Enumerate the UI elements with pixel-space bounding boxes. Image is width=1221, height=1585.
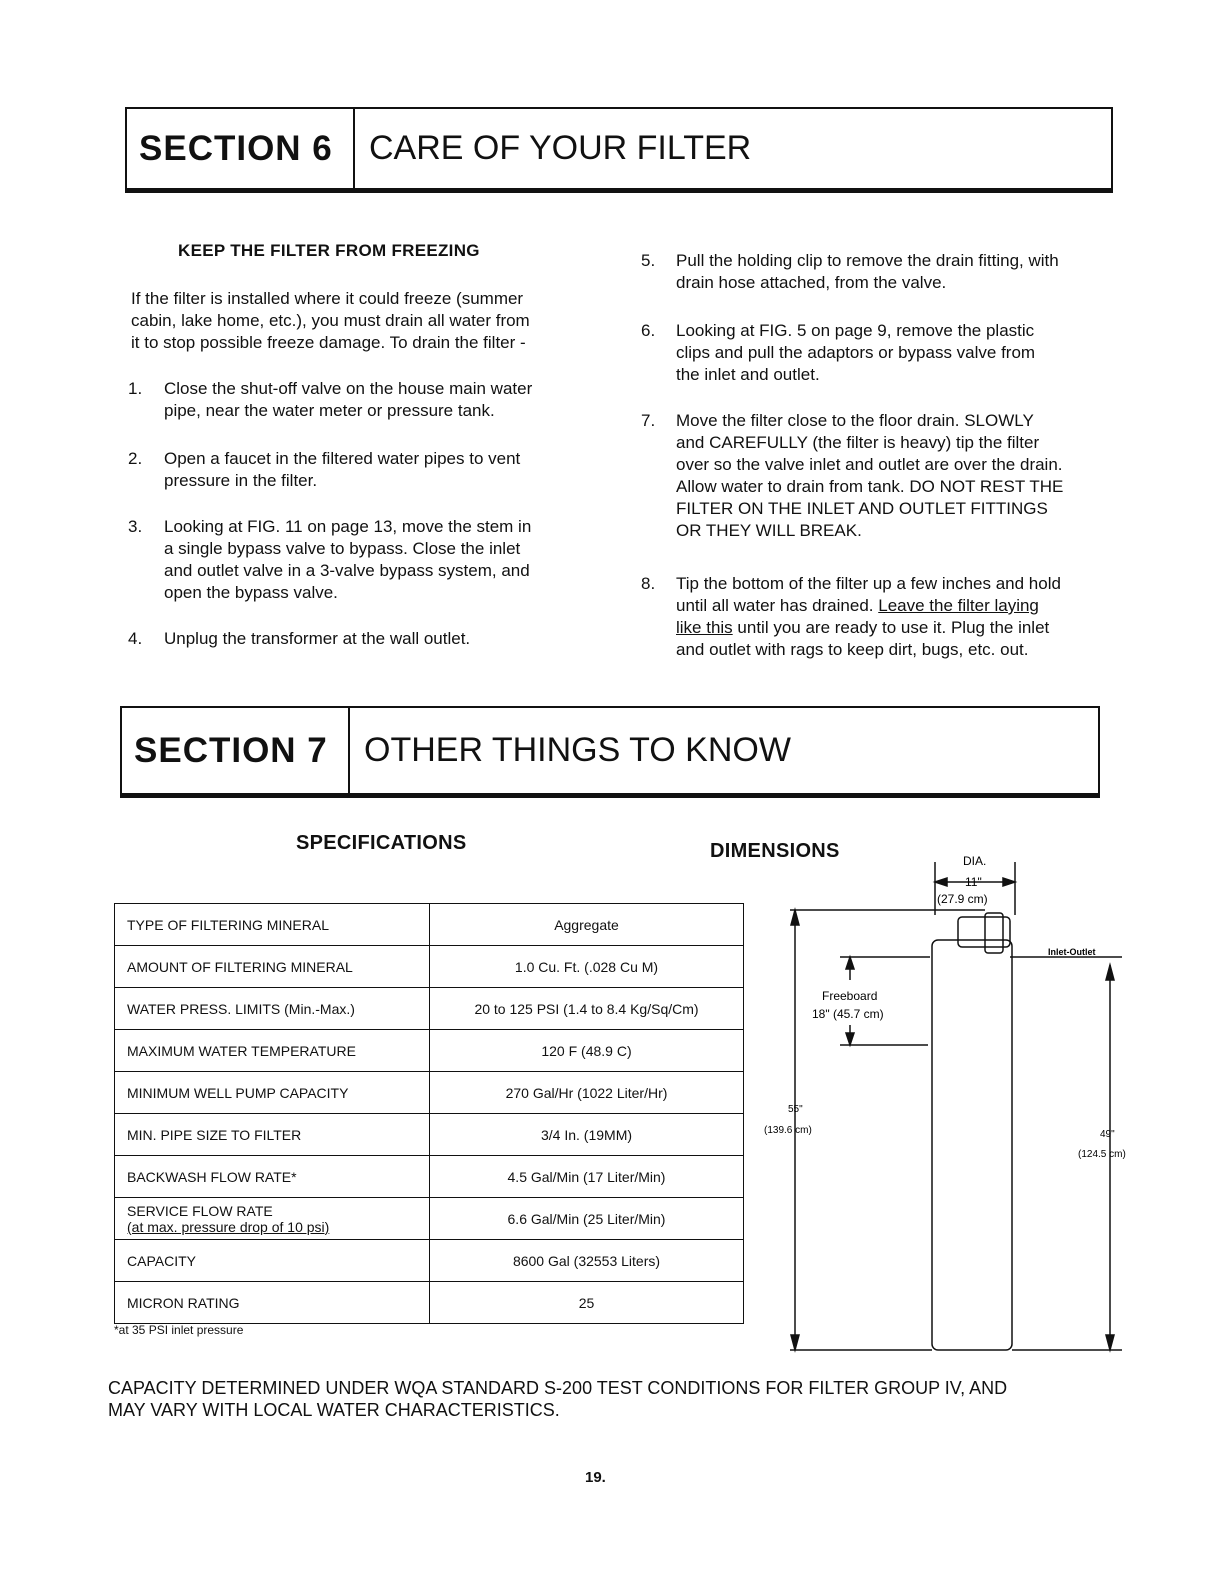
spec-value: 25 (430, 1282, 744, 1324)
step-line: Allow water to drain from tank. DO NOT REST THE (676, 477, 1064, 496)
table-row (115, 1156, 744, 1198)
dimensions-heading: DIMENSIONS (710, 840, 840, 862)
intro-paragraph (131, 288, 611, 354)
height-total: 55" (788, 1104, 803, 1115)
section-6-title: CARE OF YOUR FILTER (369, 129, 752, 167)
height-io-cm: (124.5 cm) (1078, 1149, 1126, 1160)
step-line: and outlet valve in a 3-valve bypass system, and (164, 561, 530, 580)
table-row (115, 988, 744, 1030)
freeboard-label: Freeboard (822, 989, 878, 1003)
spec-value: 20 to 125 PSI (1.4 to 8.4 Kg/Sq/Cm) (430, 988, 744, 1030)
spec-label: MICRON RATING (115, 1282, 430, 1324)
step-line: Tip the bottom of the filter up a few inches and hold (676, 574, 1061, 593)
spec-label: MINIMUM WELL PUMP CAPACITY (115, 1072, 430, 1114)
step-line: Move the filter close to the floor drain. SLOWLY (676, 411, 1034, 430)
section-7-number: SECTION 7 (122, 708, 350, 793)
table-row (115, 946, 744, 988)
spec-value: 3/4 In. (19MM) (430, 1114, 744, 1156)
height-io: 49" (1100, 1129, 1115, 1140)
capacity-note (108, 1377, 1108, 1421)
intro-line: If the filter is installed where it could freeze (summer (131, 289, 524, 308)
inlet-outlet-label: Inlet-Outlet (1048, 947, 1096, 957)
step-line: clips and pull the adaptors or bypass valve from (676, 343, 1036, 362)
spec-label: WATER PRESS. LIMITS (Min.-Max.) (115, 988, 430, 1030)
note-line: CAPACITY DETERMINED UNDER WQA STANDARD S-200 TEST CONDITIONS FOR FILTER GROUP IV, AND (108, 1378, 1008, 1398)
height-total-cm: (139.6 cm) (764, 1125, 812, 1136)
spec-value: 120 F (48.9 C) (430, 1030, 744, 1072)
spec-value: 1.0 Cu. Ft. (.028 Cu M) (430, 946, 744, 988)
spec-label: SERVICE FLOW RATE (127, 1202, 273, 1219)
specifications-heading: SPECIFICATIONS (296, 832, 467, 854)
step-line: open the bypass valve. (164, 583, 338, 602)
spec-label-cell (115, 1198, 430, 1240)
spec-value: 270 Gal/Hr (1022 Liter/Hr) (430, 1072, 744, 1114)
table-row (115, 1114, 744, 1156)
underlined-text: like this (676, 618, 733, 637)
spec-label: CAPACITY (115, 1240, 430, 1282)
table-row (115, 1072, 744, 1114)
intro-line: cabin, lake home, etc.), you must drain all water from (131, 311, 530, 330)
step-number: 2. (128, 449, 143, 468)
step-line: a single bypass valve to bypass. Close the inlet (164, 539, 521, 558)
spec-label: MAXIMUM WATER TEMPERATURE (115, 1030, 430, 1072)
step-line: and outlet with rags to keep dirt, bugs, etc. out. (676, 640, 1029, 659)
step-text: until you are ready to use it. Plug the inlet (732, 618, 1050, 637)
step-number: 4. (128, 629, 143, 648)
step-number: 7. (641, 411, 656, 430)
freeboard-size: 18" (45.7 cm) (812, 1007, 884, 1021)
spec-label: MIN. PIPE SIZE TO FILTER (115, 1114, 430, 1156)
step-line: pipe, near the water meter or pressure tank. (164, 401, 495, 420)
step-line: the inlet and outlet. (676, 365, 820, 384)
filter-tank (932, 940, 1012, 1350)
page-number: 19. (585, 1469, 606, 1486)
step-line: Pull the holding clip to remove the drain fitting, with (676, 251, 1059, 270)
underlined-text: Leave the filter laying (878, 596, 1039, 615)
step-line: and CAREFULLY (the filter is heavy) tip the filter (676, 433, 1040, 452)
step-number: 6. (641, 321, 656, 340)
intro-line: it to stop possible freeze damage. To drain the filter - (131, 333, 526, 352)
table-row (115, 1198, 744, 1240)
step-number: 8. (641, 574, 656, 593)
spec-sublabel: (at max. pressure drop of 10 psi) (127, 1218, 330, 1235)
step-line: OR THEY WILL BREAK. (676, 521, 862, 540)
dia-inches: 11" (965, 875, 982, 889)
step-line (676, 617, 1061, 639)
step-line: Looking at FIG. 11 on page 13, move the stem in (164, 517, 532, 536)
spec-value: 8600 Gal (32553 Liters) (430, 1240, 744, 1282)
specifications-table (114, 903, 744, 1324)
spec-value: 6.6 Gal/Min (25 Liter/Min) (430, 1198, 744, 1240)
step-line: Close the shut-off valve on the house main water (164, 379, 533, 398)
step-number: 3. (128, 517, 143, 536)
step-line: over so the valve inlet and outlet are over the drain. (676, 455, 1063, 474)
step-text: until all water has drained. (676, 596, 879, 615)
step-number: 5. (641, 251, 656, 270)
step-line: drain hose attached, from the valve. (676, 273, 947, 292)
dia-label: DIA. (963, 854, 987, 868)
freezing-subheading: KEEP THE FILTER FROM FREEZING (178, 241, 480, 260)
section-7-title: OTHER THINGS TO KNOW (364, 731, 791, 769)
spec-label: AMOUNT OF FILTERING MINERAL (115, 946, 430, 988)
step-line: Open a faucet in the filtered water pipes to vent (164, 449, 521, 468)
step-line (676, 595, 1061, 617)
spec-value: Aggregate (430, 904, 744, 946)
step-line: pressure in the filter. (164, 471, 318, 490)
section-6-header (125, 107, 1113, 193)
table-row (115, 1030, 744, 1072)
step-number: 1. (128, 379, 143, 398)
step-line: FILTER ON THE INLET AND OUTLET FITTINGS (676, 499, 1048, 518)
table-footnote: *at 35 PSI inlet pressure (114, 1323, 244, 1337)
table-row (115, 1282, 744, 1324)
dia-cm: (27.9 cm) (937, 892, 988, 906)
spec-label: BACKWASH FLOW RATE* (115, 1156, 430, 1198)
table-row (115, 904, 744, 946)
table-row (115, 1240, 744, 1282)
step-line: Unplug the transformer at the wall outlet. (164, 629, 471, 648)
step-line: Looking at FIG. 5 on page 9, remove the plastic (676, 321, 1035, 340)
valve-head (958, 917, 1010, 947)
dimensions-diagram (760, 845, 1160, 1365)
spec-value: 4.5 Gal/Min (17 Liter/Min) (430, 1156, 744, 1198)
section-6-number: SECTION 6 (127, 109, 355, 188)
spec-label: TYPE OF FILTERING MINERAL (115, 904, 430, 946)
note-line: MAY VARY WITH LOCAL WATER CHARACTERISTICS. (108, 1400, 560, 1420)
section-7-header (120, 706, 1100, 798)
